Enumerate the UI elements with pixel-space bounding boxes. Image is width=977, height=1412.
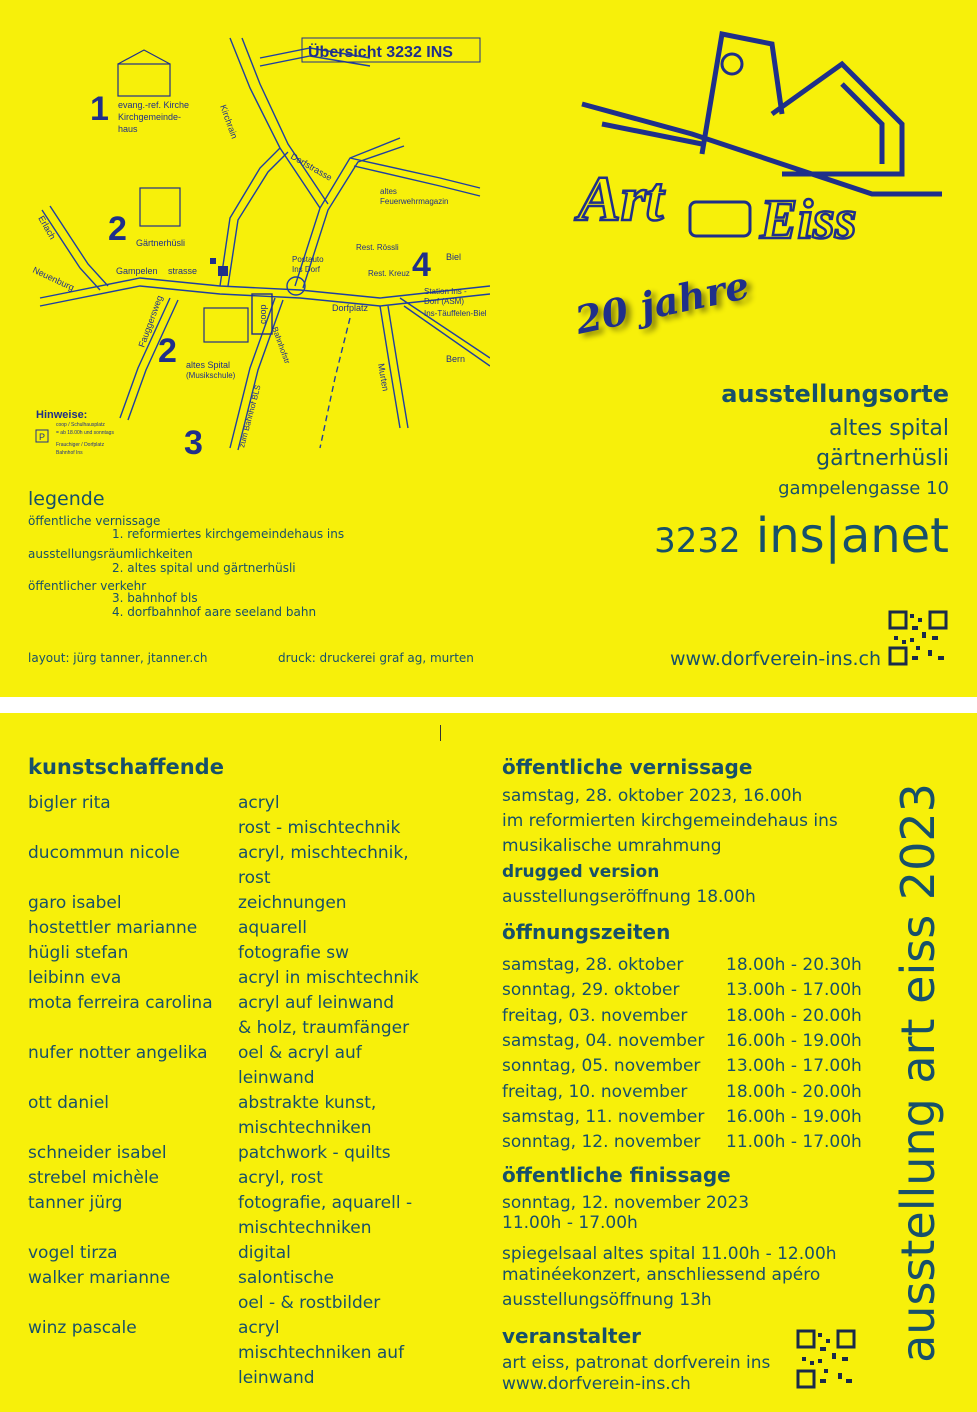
hours-day: freitag, 03. november — [502, 1005, 688, 1026]
svg-text:Rest. Kreuz: Rest. Kreuz — [368, 269, 410, 278]
artist-technique-line: mischtechniken — [238, 1218, 372, 1238]
artist-name: hostettler marianne — [28, 918, 198, 938]
artist-name: ott daniel — [28, 1093, 110, 1113]
hours-day: sonntag, 29. oktober — [502, 980, 680, 1001]
organizer-website[interactable]: www.dorfverein-ins.ch — [502, 1374, 691, 1394]
artist-row — [28, 1041, 468, 1091]
church-sketch — [118, 64, 170, 96]
artist-name: hügli stefan — [28, 943, 129, 963]
vernissage-title: öffentliche vernissage — [502, 755, 753, 779]
artist-technique — [238, 1041, 362, 1091]
artist-technique-line: acryl, rost — [238, 1168, 323, 1188]
map-number-2b: 2 — [158, 332, 177, 370]
svg-text:Kirchgemeinde-: Kirchgemeinde- — [118, 112, 182, 122]
svg-text:coop: coop — [258, 304, 268, 324]
hours-title: öffnungszeiten — [502, 920, 671, 944]
svg-text:Biel: Biel — [446, 252, 462, 262]
map-number-2a: 2 — [108, 210, 127, 248]
legend-item-2: 2. altes spital und gärtnerhüsli — [112, 561, 296, 575]
artist-technique-line: acryl — [238, 793, 280, 813]
artist-technique — [238, 1141, 391, 1166]
legend-item-1: 1. reformiertes kirchgemeindehaus ins — [112, 527, 345, 541]
artist-technique-line: oel & acryl auf — [238, 1043, 362, 1063]
town-name-anet: anet — [840, 508, 949, 564]
qr-code-icon-bottom — [796, 1329, 856, 1389]
svg-text:strasse: strasse — [168, 266, 198, 276]
artist-row — [28, 841, 468, 891]
artist-row — [28, 1091, 468, 1141]
artist-name: ducommun nicole — [28, 843, 180, 863]
artist-name: garo isabel — [28, 893, 122, 913]
svg-text:P: P — [39, 432, 46, 442]
artist-technique-line: patchwork - quilts — [238, 1143, 391, 1163]
svg-text:Rest. Rössli: Rest. Rössli — [356, 243, 399, 252]
venue-line-3: gampelengasse 10 — [778, 478, 949, 499]
artist-row — [28, 991, 468, 1041]
svg-text:Fauggersweg: Fauggersweg — [136, 294, 165, 349]
town-number: 3232 — [654, 521, 741, 561]
artist-technique-line: oel - & rostbilder — [238, 1293, 381, 1313]
hours-time: 18.00h - 20.30h — [726, 955, 862, 975]
legend-title: legende — [28, 488, 105, 510]
artist-technique-line: acryl auf leinwand — [238, 993, 395, 1013]
svg-text:Gampelen: Gampelen — [116, 266, 158, 276]
venue-line-1: altes spital — [829, 416, 949, 441]
svg-text:Dorfstrasse: Dorfstrasse — [289, 151, 334, 183]
hours-day: sonntag, 05. november — [502, 1056, 701, 1077]
hours-day: freitag, 10. november — [502, 1081, 688, 1102]
svg-text:Postauto: Postauto — [292, 255, 324, 264]
artist-technique — [238, 916, 307, 941]
artist-technique — [238, 891, 347, 916]
map-number-4: 4 — [412, 246, 431, 284]
layout-credit: layout: jürg tanner, jtanner.ch — [28, 651, 208, 665]
town-name: 3232 ins|anet — [654, 508, 949, 564]
legend-heading-raeume: ausstellungsräumlichkeiten — [28, 547, 193, 561]
venues-title: ausstellungsorte — [721, 380, 949, 408]
artist-technique-line: acryl, mischtechnik, — [238, 843, 409, 863]
legend-heading-vernissage: öffentliche vernissage — [28, 514, 161, 528]
vernissage-line-2: im reformierten kirchgemeindehaus ins — [502, 811, 838, 831]
organizer-title: veranstalter — [502, 1324, 642, 1348]
finissage-title: öffentliche finissage — [502, 1163, 731, 1187]
svg-text:evang.-ref. Kirche: evang.-ref. Kirche — [118, 100, 190, 110]
artist-technique — [238, 1091, 376, 1141]
legend-heading-verkehr: öffentlicher verkehr — [28, 579, 147, 593]
hours-time: 11.00h - 17.00h — [726, 1132, 862, 1153]
spital-sketch — [204, 308, 248, 342]
artist-technique — [238, 791, 400, 841]
artist-technique — [238, 1316, 404, 1391]
svg-text:Neuenburg: Neuenburg — [31, 264, 76, 293]
map-number-1: 1 — [90, 90, 109, 128]
svg-text:Dorf (ASM): Dorf (ASM) — [424, 297, 464, 306]
svg-text:Bern: Bern — [446, 354, 466, 364]
svg-text:Kirchrain: Kirchrain — [218, 103, 240, 141]
artists-title: kunstschaffende — [28, 755, 224, 779]
town-name-ins: ins — [755, 508, 825, 564]
svg-text:zum Bahnhof BLS: zum Bahnhof BLS — [237, 383, 263, 449]
artist-technique-line: zeichnungen — [238, 893, 347, 913]
hours-time: 16.00h - 19.00h — [726, 1106, 862, 1127]
artist-name: bigler rita — [28, 793, 111, 813]
artist-name: vogel tirza — [28, 1243, 118, 1263]
artist-name: leibinn eva — [28, 968, 122, 988]
artist-row — [28, 791, 468, 841]
svg-text:Dorfplatz: Dorfplatz — [332, 303, 369, 313]
artist-row — [28, 1266, 468, 1316]
svg-text:Gärtnerhüsli: Gärtnerhüsli — [136, 238, 186, 248]
svg-text:(Musikschule): (Musikschule) — [186, 371, 236, 380]
hours-time: 13.00h - 17.00h — [726, 1056, 862, 1077]
artist-row — [28, 966, 468, 991]
qr-code-icon — [888, 610, 948, 666]
hours-time: 16.00h - 19.00h — [726, 1030, 862, 1051]
artist-technique-line: rost — [238, 868, 271, 888]
artist-name: winz pascale — [28, 1318, 137, 1338]
artist-technique — [238, 1166, 323, 1191]
artist-technique-line: acryl in mischtechnik — [238, 968, 419, 988]
artist-name: walker marianne — [28, 1268, 171, 1288]
artist-technique-line: rost - mischtechnik — [238, 818, 401, 838]
artist-technique — [238, 991, 409, 1041]
artist-technique-line: salontische — [238, 1268, 334, 1288]
logo-art: Art — [578, 163, 664, 234]
svg-text:Bahnhofstr: Bahnhofstr — [270, 325, 292, 366]
village-map — [20, 28, 490, 468]
artist-technique — [238, 841, 409, 891]
svg-text:altes: altes — [380, 187, 397, 196]
artist-technique — [238, 1241, 291, 1266]
svg-text:Hinweise:: Hinweise: — [36, 409, 88, 421]
artist-technique-line: abstrakte kunst, — [238, 1093, 377, 1113]
artist-technique-line: leinwand — [238, 1368, 315, 1388]
svg-text:coop / Schulhausplatz: coop / Schulhausplatz — [56, 422, 105, 428]
svg-text:haus: haus — [118, 124, 138, 134]
svg-text:Ins Dorf: Ins Dorf — [292, 265, 321, 274]
fold-mark — [440, 725, 441, 741]
hours-day: samstag, 04. november — [502, 1030, 705, 1051]
svg-text:Bahnhof Ins: Bahnhof Ins — [56, 450, 83, 456]
legend-item-3: 3. bahnhof bls — [112, 591, 198, 605]
svg-text:Erlach: Erlach — [36, 214, 58, 242]
artist-row — [28, 891, 468, 916]
map-number-3: 3 — [184, 424, 203, 462]
art-eiss-logo — [572, 24, 952, 254]
finissage-extra-3: ausstellungsöffnung 13h — [502, 1290, 712, 1310]
svg-text:altes Spital: altes Spital — [186, 360, 231, 370]
artist-name: tanner jürg — [28, 1193, 123, 1213]
finissage-line-1: sonntag, 12. november 2023 — [502, 1193, 750, 1213]
artist-technique-line: fotografie, aquarell - — [238, 1193, 413, 1213]
map-title: Übersicht 3232 INS — [308, 44, 453, 61]
finissage-extra-2: matinéekonzert, anschliessend apéro — [502, 1265, 821, 1285]
anniversary-badge: 20 jahre — [571, 262, 754, 343]
artist-technique-line: & holz, traumfänger — [238, 1018, 410, 1038]
artist-technique — [238, 1266, 380, 1316]
artist-technique-line: leinwand — [238, 1068, 315, 1088]
artist-row — [28, 916, 468, 941]
flyer-front — [0, 0, 977, 697]
vernissage-band: drugged version — [502, 862, 660, 882]
hours-time: 18.00h - 20.00h — [726, 1081, 862, 1102]
legend-item-4: 4. dorfbahnhof aare seeland bahn — [112, 605, 317, 619]
artist-name: mota ferreira carolina — [28, 993, 213, 1013]
artist-row — [28, 1316, 468, 1391]
artist-technique — [238, 941, 349, 966]
artist-row — [28, 1166, 468, 1191]
finissage-extra-1: spiegelsaal altes spital 11.00h - 12.00h — [502, 1244, 837, 1264]
vernissage-line-3: musikalische umrahmung — [502, 836, 722, 856]
svg-text:Station Ins -: Station Ins - — [424, 287, 467, 296]
artist-technique-line: fotografie sw — [238, 943, 349, 963]
artist-technique-line: acryl — [238, 1318, 280, 1338]
finissage-line-2: 11.00h - 17.00h — [502, 1213, 638, 1233]
website-link[interactable]: www.dorfverein-ins.ch — [669, 648, 881, 670]
flyer-back — [0, 713, 977, 1412]
logo-eiss: Eiss — [760, 189, 857, 251]
artist-technique-line: mischtechniken auf — [238, 1343, 405, 1363]
vernissage-line-1: samstag, 28. oktober 2023, 16.00h — [502, 786, 803, 806]
hours-day: sonntag, 12. november — [502, 1132, 701, 1153]
hours-day: samstag, 28. oktober — [502, 955, 684, 975]
artist-name: strebel michèle — [28, 1168, 160, 1188]
artist-name: schneider isabel — [28, 1143, 167, 1163]
organizer-line-1: art eiss, patronat dorfverein ins — [502, 1353, 771, 1373]
artist-row — [28, 941, 468, 966]
vertical-exhibition-title: ausstellung art eiss 2023 — [891, 783, 945, 1363]
svg-text:Murten: Murten — [376, 362, 391, 392]
venue-line-2: gärtnerhüsli — [816, 446, 949, 471]
artist-row — [28, 1141, 468, 1166]
svg-text:Ins-Täuffelen-Biel: Ins-Täuffelen-Biel — [424, 309, 487, 318]
artist-technique-line: digital — [238, 1243, 291, 1263]
svg-text:Frauchiger / Dorfplatz: Frauchiger / Dorfplatz — [56, 442, 105, 448]
print-credit: druck: druckerei graf ag, murten — [278, 651, 474, 665]
artist-technique-line: aquarell — [238, 918, 307, 938]
vernissage-opening: ausstellungseröffnung 18.00h — [502, 887, 756, 907]
hours-day: samstag, 11. november — [502, 1106, 705, 1127]
artist-row — [28, 1241, 468, 1266]
hours-time: 18.00h - 20.00h — [726, 1005, 862, 1026]
artist-name: nufer notter angelika — [28, 1043, 208, 1063]
hours-time: 13.00h - 17.00h — [726, 980, 862, 1001]
artist-row — [28, 1191, 468, 1241]
artist-technique — [238, 1191, 412, 1241]
artist-technique — [238, 966, 419, 991]
artist-technique-line: mischtechniken — [238, 1118, 372, 1138]
svg-text:Feuerwehrmagazin: Feuerwehrmagazin — [380, 197, 449, 206]
gaertnerhuesli-sketch — [140, 188, 180, 226]
svg-text:= ab 18.00h und sonntags: = ab 18.00h und sonntags — [56, 430, 114, 436]
